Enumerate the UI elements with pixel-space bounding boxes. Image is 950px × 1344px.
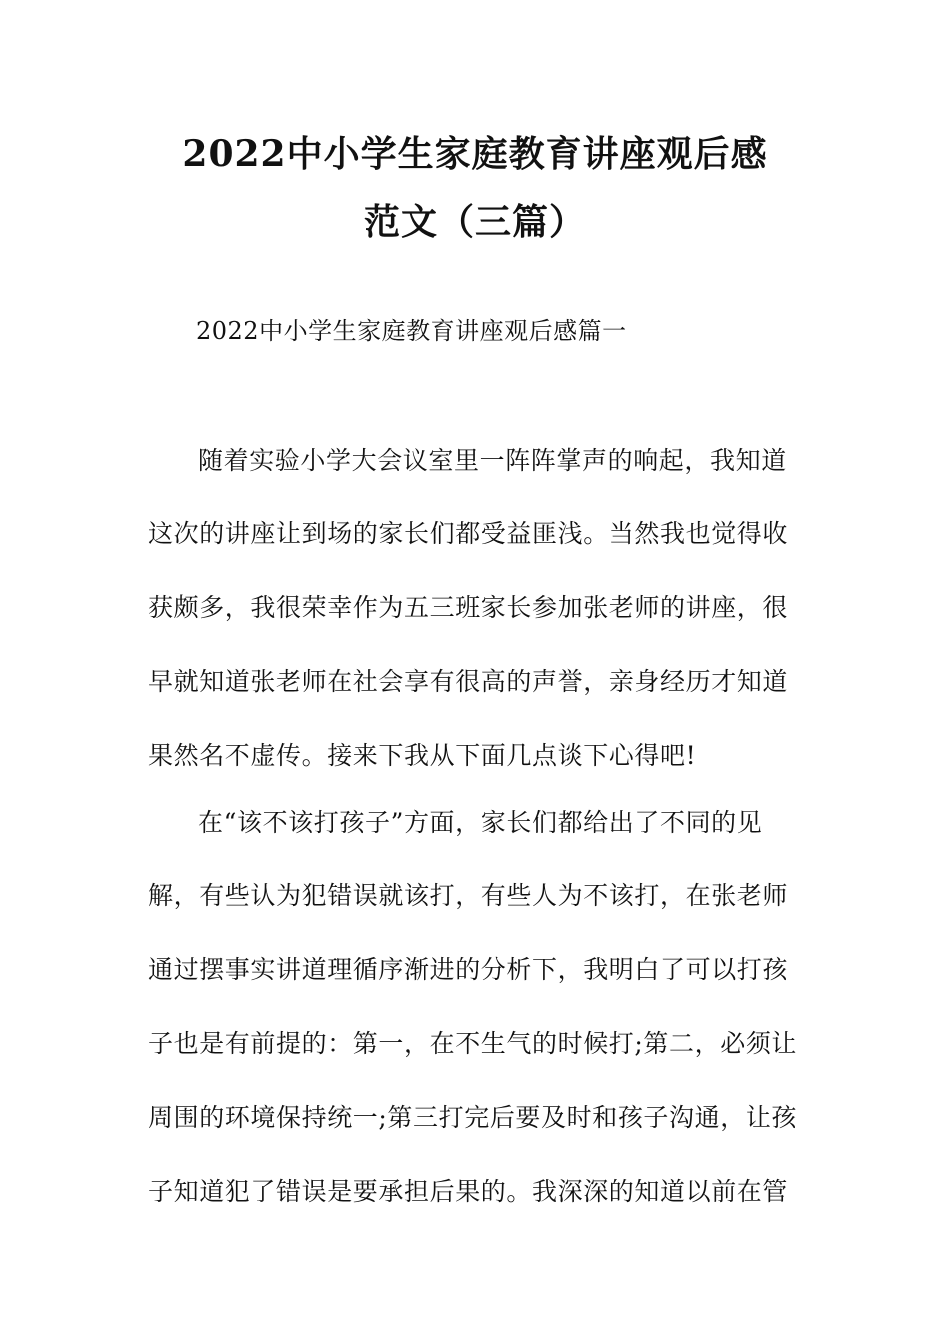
paragraph-2-line: 解，有些认为犯错误就该打，有些人为不该打，在张老师 bbox=[148, 881, 789, 910]
paragraph-2-line: 子知道犯了错误是要承担后果的。我深深的知道以前在管 bbox=[148, 1177, 789, 1206]
paragraph-2-line: 在“该不该打孩子”方面，家长们都给出了不同的见 bbox=[198, 808, 763, 837]
paragraph-2-line: 子也是有前提的：第一，在不生气的时候打;第二，必须让 bbox=[148, 1029, 798, 1058]
section-heading: 2022中小学生家庭教育讲座观后感篇一 bbox=[196, 317, 627, 345]
document-title-line-1: 2022中小学生家庭教育讲座观后感 bbox=[182, 133, 768, 175]
paragraph-1-line: 果然名不虚传。接来下我从下面几点谈下心得吧! bbox=[148, 741, 697, 770]
paragraph-1-line: 早就知道张老师在社会享有很高的声誉，亲身经历才知道 bbox=[148, 667, 789, 696]
paragraph-1-line: 这次的讲座让到场的家长们都受益匪浅。当然我也觉得收 bbox=[148, 519, 789, 548]
paragraph-2-line: 通过摆事实讲道理循序渐进的分析下，我明白了可以打孩 bbox=[148, 955, 789, 984]
paragraph-2-line: 周围的环境保持统一;第三打完后要及时和孩子沟通，让孩 bbox=[148, 1103, 798, 1132]
document-title-line-2: 范文（三篇） bbox=[363, 201, 586, 243]
paragraph-1-line: 随着实验小学大会议室里一阵阵掌声的响起，我知道 bbox=[198, 446, 787, 475]
paragraph-1-line: 获颇多，我很荣幸作为五三班家长参加张老师的讲座，很 bbox=[148, 593, 789, 622]
